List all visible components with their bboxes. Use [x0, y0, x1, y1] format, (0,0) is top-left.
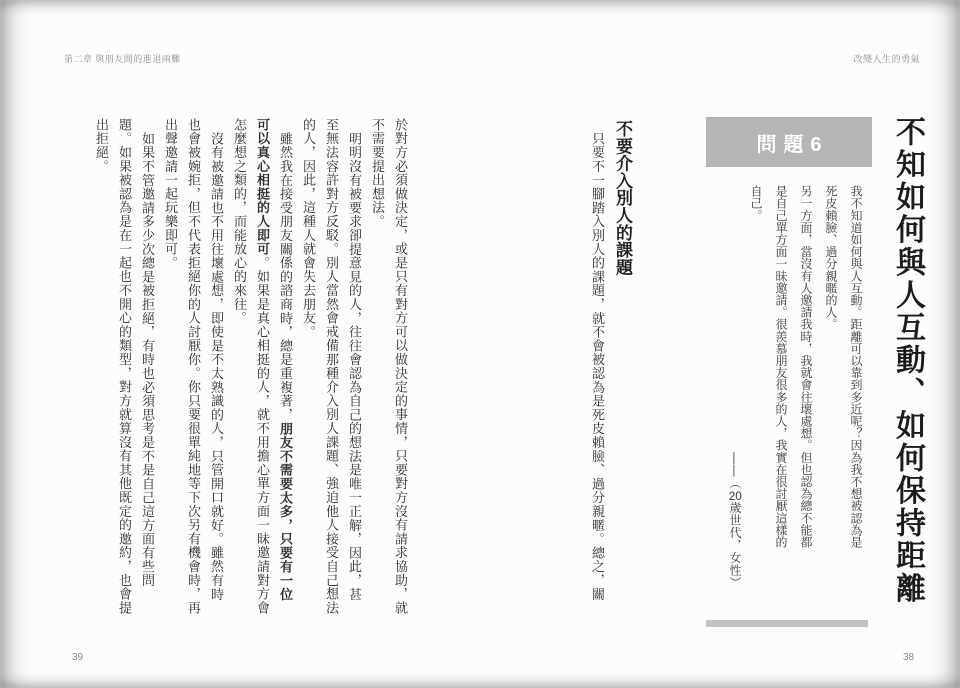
body-line: 如果不管邀請多少次總是被拒絕，有時也必須思考是不是自己這方面有些問 — [140, 132, 155, 588]
page-number-left: 39 — [72, 652, 84, 663]
body-line: 可以真心相挺的人即可。如果是真心相挺的人，就不用擔心單方面一昧邀請對方會 — [255, 118, 270, 615]
body-line: 出聲邀請一起玩樂即可。 — [163, 118, 178, 270]
answer-body-block — [90, 118, 412, 626]
question-line: 自己。 — [749, 185, 763, 222]
answer-intro-line: 只要不一腳踏入別人的課題，就不會被認為是死皮賴臉、過分親暱。總之，關 — [590, 132, 605, 602]
body-line: 明明沒有被要求卻提意見的人，往往會認為自己的想法是唯一正解，因此，甚 — [347, 132, 362, 602]
problem-number-badge: 問題6 — [706, 117, 872, 167]
body-line: 不需要提出想法。 — [370, 118, 385, 229]
answer-section-heading: 不要介入別人的課題 — [613, 120, 632, 276]
attribution-age: 20 — [728, 489, 742, 502]
body-line: 於對方必須做決定，或是只有對方可以做決定的事情，只要對方沒有請求協助，就 — [393, 118, 408, 615]
running-head-book-title: 改變人生的勇氣 — [853, 54, 920, 64]
question-page-title: 不知如何與人互動、如何保持距離 — [891, 116, 924, 605]
attribution-dash: ——（ — [728, 452, 742, 490]
question-attribution — [719, 452, 744, 620]
body-line: 題。如果被認為是在一起也不開心的類型，對方就算沒有其他既定的邀約，也會提 — [117, 118, 132, 615]
attribution-rest: 歲世代，女性） — [728, 501, 742, 589]
body-line: 出拒絕。 — [94, 118, 109, 174]
running-head-chapter: 第二章 與朋友間的進退兩難 — [64, 54, 181, 64]
question-line: 死皮賴臉、過分親暱的人。 — [824, 185, 838, 331]
body-line: 沒有被邀請也不用往壞處想，即使是不太熟識的人，只管開口就好。雖然有時 — [209, 132, 224, 602]
question-line: 我不知道如何與人互動。距離可以靠到多近呢？因為我不想被認為是 — [849, 185, 863, 548]
question-bottom-rule — [706, 620, 868, 627]
question-line: 是自己單方面一昧邀請。很羨慕朋友很多的人，我實在很討厭這樣的 — [774, 185, 788, 548]
body-line: 怎麼想之類的，而能放心的來往。 — [232, 118, 247, 325]
question-line: 另一方面，當沒有人邀請我時，我就會往壞處想。但也認為總不能都 — [799, 185, 813, 548]
body-line: 至無法容許對方反駁。別人當然會戒備那種介入別人課題、強迫他人接受自己想法 — [324, 118, 339, 615]
page-number-right: 38 — [903, 652, 915, 663]
body-line: 雖然我在接受朋友關係的諮商時，總是重複著，朋友不需要太多，只要有一位 — [278, 132, 293, 602]
body-line: 也會被婉拒，但不代表拒絕你的人討厭你。你只要很單純地等下次另有機會時，再 — [186, 118, 201, 615]
body-line: 的人，因此，這種人就會失去朋友。 — [301, 118, 316, 339]
question-text-block — [743, 185, 868, 563]
